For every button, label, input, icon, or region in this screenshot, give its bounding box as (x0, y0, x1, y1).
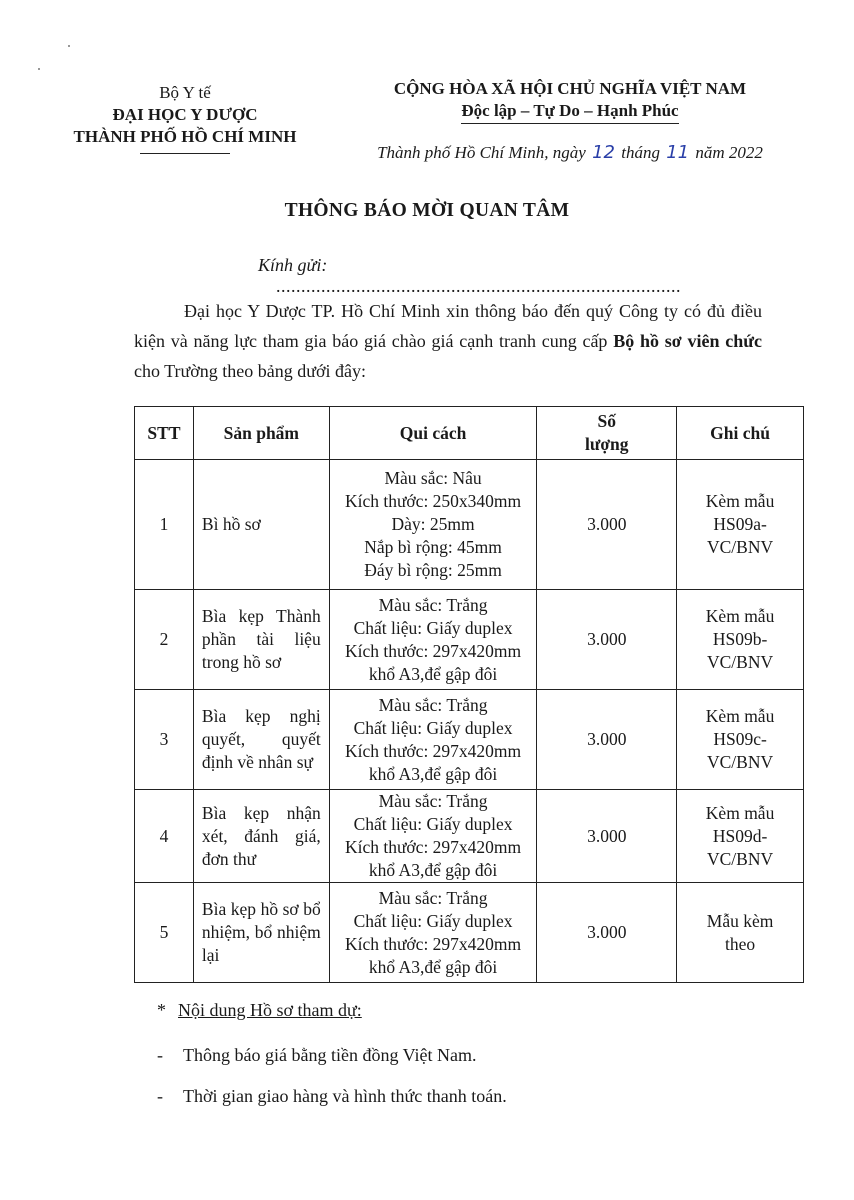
cell-quantity: 3.000 (537, 690, 677, 790)
list-item (157, 1045, 477, 1066)
university-name-line1: ĐẠI HỌC Y DƯỢC (112, 105, 258, 124)
cell-spec (329, 590, 537, 690)
table-row (135, 460, 804, 590)
spec-line: Màu sắc: Trắng (378, 694, 488, 715)
spec-line: Màu sắc: Trắng (378, 887, 488, 908)
note-line: VC/BNV (707, 752, 774, 772)
spec-line: khổ A3,để gập đôi (368, 763, 498, 784)
spec-line: Chất liệu: Giấy duplex (353, 717, 513, 738)
spec-line: Đáy bì rộng: 25mm (364, 560, 502, 580)
table-header-row (135, 407, 804, 460)
spec-line: khổ A3,để gập đôi (368, 860, 498, 880)
header-product: Sản phẩm (193, 407, 329, 460)
header-quantity-line1: Số (597, 411, 616, 431)
spec-line: Màu sắc: Trắng (378, 594, 488, 615)
list-item (157, 1086, 507, 1107)
table-row (135, 883, 804, 983)
spec-line: Kích thước: 297x420mm (344, 640, 522, 661)
cell-note (677, 590, 804, 690)
note-line: theo (724, 933, 756, 954)
issuer-block (70, 82, 300, 154)
header-quantity (537, 407, 677, 460)
note-line: Kèm mẫu (705, 706, 775, 726)
cell-product: Bìa kẹp Thành phần tài liệu trong hồ sơ (193, 590, 329, 690)
bullet-dash: - (157, 1086, 163, 1106)
note-line: HS09c- (713, 729, 767, 749)
header-spec: Qui cách (329, 407, 537, 460)
cell-product: Bìa kẹp nghị quyết, quyết định về nhân sự (193, 690, 329, 790)
republic-name: CỘNG HÒA XÃ HỘI CHỦ NGHĨA VIỆT NAM (393, 79, 747, 98)
national-motto: Độc lập – Tự Do – Hạnh Phúc (461, 100, 678, 124)
cell-quantity: 3.000 (537, 460, 677, 590)
bullet-dash: - (157, 1045, 163, 1065)
note-line: VC/BNV (707, 848, 774, 869)
notes-star: * (157, 1000, 166, 1020)
intro-text: Đại học Y Dược TP. Hồ Chí Minh xin thông báo đến quý Công ty có đủ điều kiện và năng lực tham gia báo giá chào giá cạnh tranh cung cấp (134, 301, 762, 351)
ministry-name: Bộ Y tế (159, 83, 211, 102)
items-table (134, 406, 804, 983)
cell-spec (329, 460, 537, 590)
spec-line: Chất liệu: Giấy duplex (353, 814, 513, 834)
scan-speck (68, 45, 70, 47)
notes-heading (157, 1000, 777, 1021)
date-year: năm 2022 (695, 143, 763, 162)
date-month-handwritten: 11 (666, 142, 690, 163)
header-divider (140, 153, 230, 154)
intro-bold-item: Bộ hồ sơ viên chức (613, 331, 762, 351)
spec-line: Dày: 25mm (391, 514, 475, 534)
recipient-label: Kính gửi: (258, 255, 328, 275)
cell-note (677, 790, 804, 883)
cell-spec (329, 790, 537, 883)
cell-stt: 4 (135, 790, 194, 883)
spec-line: Kích thước: 297x420mm (344, 837, 522, 857)
cell-product: Bìa kẹp nhận xét, đánh giá, đơn thư (193, 790, 329, 883)
spec-line: Chất liệu: Giấy duplex (353, 910, 513, 931)
note-line: Mẫu kèm (706, 910, 774, 931)
date-prefix: Thành phố Hồ Chí Minh, ngày (377, 143, 586, 162)
note-line: VC/BNV (707, 652, 774, 672)
spec-line: Nắp bì rộng: 45mm (364, 537, 502, 557)
cell-product: Bìa kẹp hồ sơ bổ nhiệm, bổ nhiệm lại (193, 883, 329, 983)
recipient-line (258, 255, 738, 297)
intro-paragraph (134, 296, 762, 386)
spec-line: Màu sắc: Nâu (384, 468, 482, 488)
cell-stt: 5 (135, 883, 194, 983)
date-month-label: tháng (621, 143, 660, 162)
note-line: HS09a- (713, 514, 767, 534)
cell-stt: 1 (135, 460, 194, 590)
notes-heading-text: Nội dung Hồ sơ tham dự: (178, 1000, 362, 1020)
table-row (135, 590, 804, 690)
table-row (135, 690, 804, 790)
spec-line: Kích thước: 297x420mm (344, 740, 522, 761)
cell-stt: 3 (135, 690, 194, 790)
date-day-handwritten: 12 (592, 142, 615, 163)
cell-note (677, 883, 804, 983)
cell-quantity: 3.000 (537, 790, 677, 883)
note-line: Kèm mẫu (705, 491, 775, 511)
cell-stt: 2 (135, 590, 194, 690)
date-line (360, 142, 780, 163)
cell-quantity: 3.000 (537, 883, 677, 983)
table-row (135, 790, 804, 883)
cell-spec (329, 690, 537, 790)
national-heading (370, 78, 770, 124)
note-line: HS09b- (712, 629, 768, 649)
intro-text-end: cho Trường theo bảng dưới đây: (134, 361, 367, 381)
university-name-line2: THÀNH PHỐ HỒ CHÍ MINH (73, 127, 297, 146)
header-stt: STT (135, 407, 194, 460)
cell-note (677, 690, 804, 790)
cell-product: Bì hồ sơ (193, 460, 329, 590)
spec-line: Kích thước: 297x420mm (344, 933, 522, 954)
document-title: THÔNG BÁO MỜI QUAN TÂM (284, 200, 570, 221)
spec-line: khổ A3,để gập đôi (368, 663, 498, 684)
note-line: Kèm mẫu (705, 802, 775, 823)
spec-line: Kích thước: 250x340mm (344, 491, 522, 511)
spec-line: khổ A3,để gập đôi (368, 956, 498, 977)
bullet-text: Thông báo giá bằng tiền đồng Việt Nam. (183, 1045, 477, 1065)
note-line: VC/BNV (707, 537, 774, 557)
recipient-blank: ................................................................................. (276, 276, 681, 296)
scan-speck (38, 68, 40, 70)
note-line: HS09d- (712, 825, 768, 846)
note-line: Kèm mẫu (705, 606, 775, 626)
header-note: Ghi chú (677, 407, 804, 460)
header-quantity-line2: lượng (584, 434, 629, 454)
spec-line: Chất liệu: Giấy duplex (353, 617, 513, 638)
cell-spec (329, 883, 537, 983)
cell-quantity: 3.000 (537, 590, 677, 690)
spec-line: Màu sắc: Trắng (378, 791, 488, 811)
bullet-text: Thời gian giao hàng và hình thức thanh toán. (183, 1086, 507, 1106)
cell-note (677, 460, 804, 590)
